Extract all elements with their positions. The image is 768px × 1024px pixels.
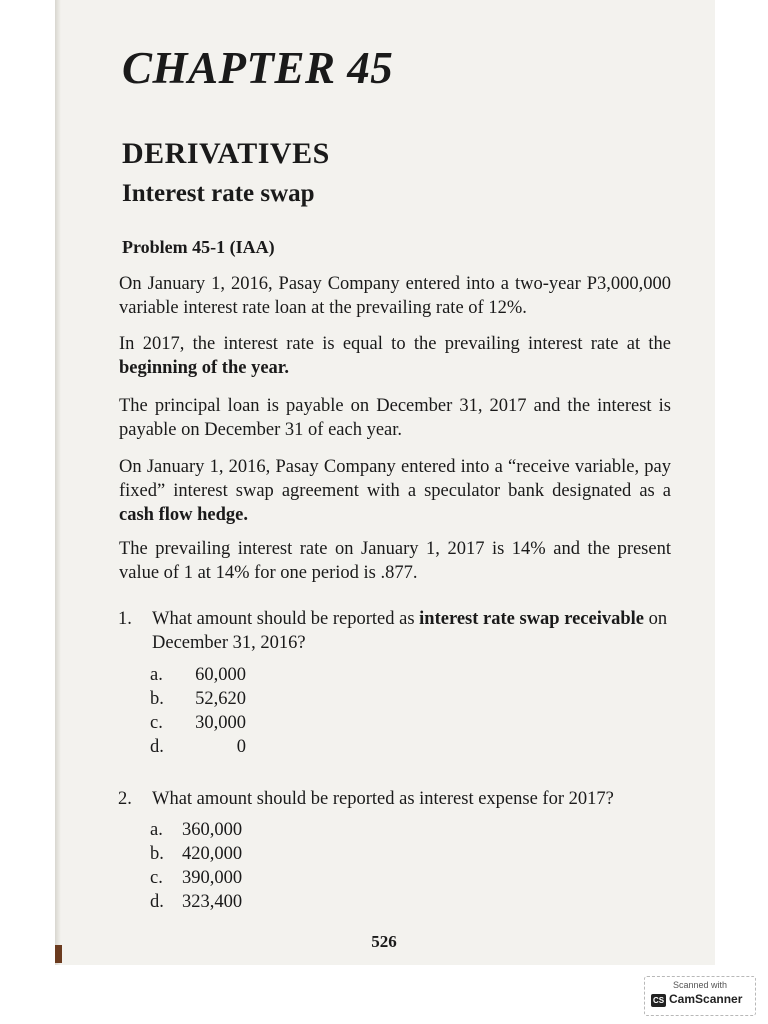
option-a bbox=[150, 818, 280, 842]
problem-title: Problem 45-1 (IAA) bbox=[122, 237, 275, 257]
section-title: DERIVATIVES bbox=[122, 137, 330, 170]
paragraph-rate-reset-bold: beginning of the year. bbox=[119, 358, 289, 378]
option-letter: c. bbox=[150, 868, 163, 888]
page-number: 526 bbox=[371, 932, 397, 951]
option-value: 60,000 bbox=[195, 665, 246, 685]
option-letter: d. bbox=[150, 892, 164, 912]
paragraph-swap bbox=[119, 455, 671, 527]
option-letter: d. bbox=[150, 737, 164, 757]
option-value: 323,400 bbox=[182, 892, 243, 912]
subsection-title: Interest rate swap bbox=[122, 180, 315, 207]
paragraph-rate-reset-text: In 2017, the interest rate is equal to the prevailing interest rate at the bbox=[119, 334, 671, 354]
paragraph-swap-bold: cash flow hedge. bbox=[119, 505, 248, 525]
option-letter: c. bbox=[150, 713, 163, 733]
camscanner-watermark bbox=[644, 976, 756, 1016]
question-2 bbox=[118, 787, 673, 813]
chapter-title: CHAPTER 45 bbox=[122, 43, 394, 93]
paragraph-principal: The principal loan is payable on December 31, 2017 and the interest is payable on December 31 of each year. bbox=[119, 396, 671, 440]
question-2-options bbox=[150, 818, 280, 914]
question-text: What amount should be reported as interest expense for 2017? bbox=[152, 789, 614, 809]
paragraph-loan: On January 1, 2016, Pasay Company entered into a two-year P3,000,000 variable interest rate loan at the prevailing rate of 12%. bbox=[119, 274, 671, 318]
option-value: 360,000 bbox=[182, 820, 243, 840]
option-value: 30,000 bbox=[195, 713, 246, 733]
option-d bbox=[150, 735, 270, 759]
option-letter: b. bbox=[150, 844, 164, 864]
option-value: 390,000 bbox=[182, 868, 243, 888]
camscanner-logo-icon: CS bbox=[652, 996, 665, 1005]
question-number: 1. bbox=[118, 609, 132, 629]
question-1-options bbox=[150, 663, 270, 759]
question-1 bbox=[118, 607, 673, 657]
option-letter: b. bbox=[150, 689, 164, 709]
watermark-brand: CamScanner bbox=[669, 992, 743, 1006]
option-d bbox=[150, 890, 280, 914]
question-text bbox=[152, 607, 672, 655]
option-letter: a. bbox=[150, 820, 163, 840]
question-text-part: What amount should be reported as bbox=[152, 609, 420, 629]
question-number: 2. bbox=[118, 789, 132, 809]
paragraph-prevailing-rate: The prevailing interest rate on January 1, 2017 is 14% and the present value of 1 at 14% for one period is .877. bbox=[119, 539, 671, 583]
page-edge-shadow bbox=[55, 0, 61, 965]
paragraph-rate-reset bbox=[119, 332, 671, 380]
question-text-bold: interest rate swap receivable bbox=[419, 609, 645, 629]
option-value: 420,000 bbox=[182, 844, 243, 864]
paragraph-swap-text: On January 1, 2016, Pasay Company entered into a “receive variable, pay fixed” interest swap agreement with a speculator bank designated as a bbox=[119, 457, 671, 501]
option-value: 0 bbox=[236, 737, 246, 757]
option-a bbox=[150, 663, 270, 687]
option-value: 52,620 bbox=[195, 689, 246, 709]
question-text-part: on December 31, 2016? bbox=[152, 609, 668, 653]
option-b bbox=[150, 687, 270, 711]
option-b bbox=[150, 842, 280, 866]
option-letter: a. bbox=[150, 665, 163, 685]
option-c bbox=[150, 711, 270, 735]
option-c bbox=[150, 866, 280, 890]
watermark-caption: Scanned with bbox=[672, 980, 728, 990]
